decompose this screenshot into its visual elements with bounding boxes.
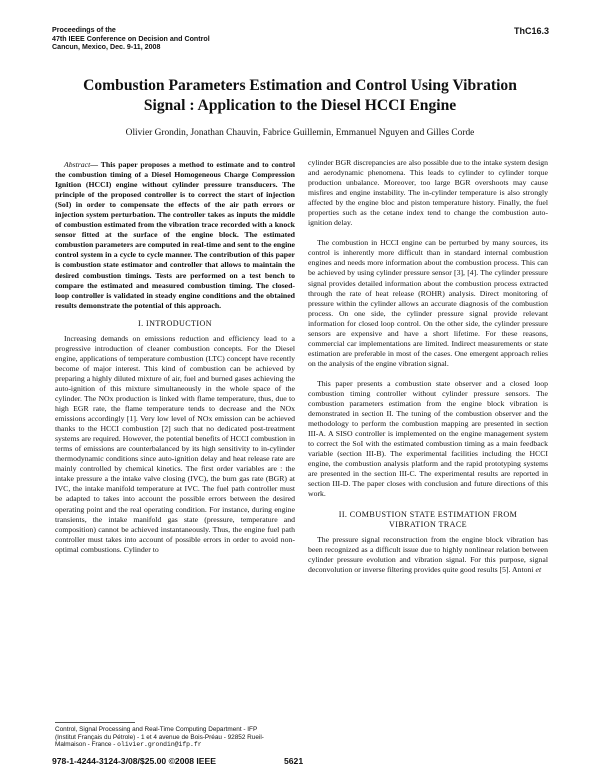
- section-heading-estimation: [308, 510, 548, 530]
- estimation-paragraph-1-tail: et: [535, 564, 542, 574]
- footnote-line-2: (Institut Français du Pétrole) - 1 et 4 avenue de Bois-Préau - 92852 Rueil-: [55, 733, 264, 741]
- abstract-label: Abstract: [64, 160, 91, 169]
- author-list: Olivier Grondin, Jonathan Chauvin, Fabrice Guillemin, Emmanuel Nguyen and Gilles Corde: [125, 128, 475, 138]
- page-number: 5621: [284, 756, 304, 766]
- proceedings-line-1: Proceedings of the: [52, 26, 116, 34]
- intro-paragraph-1-continued: cylinder BGR discrepancies are also possible due to the intake system design and aerodynamic phenomena. This leads to cylinder to cylinder torque production unbalance. Moreover, too large BGR overshoots may cause misfires and engine instability. The in-cylinder temperature is also strongly affected by the engine bloc and piston temperature history. Finally, the fuel properties such as the cetane index tend to change the combustion auto-ignition delay.: [308, 158, 548, 228]
- intro-paragraph-2: The combustion in HCCI engine can be perturbed by many sources, its control is inherently more difficult than in standard internal combustion engines and needs more information about the combustion process. This can be achieved by using cylinder pressure sensor [3], [4]. The cylinder pressure signal provides detailed information about the combustion process extracted through the rate of heat release (ROHR) analysis. Direct monitoring of pressure within the cylinder allows an accurate diagnosis of the combustion process. On one side, the cylinder pressure signal provide relevant information for closed loop control. On the other side, the cylinder pressure sensors are expensive and have a short lifetime. For these reasons, commercial car implementations are limited. Indirect measurements or state estimation are preferable in most of the cases. One emergent approach relies on the analysis of the engine vibration signal.: [308, 238, 548, 368]
- footnote-divider: [55, 722, 135, 723]
- footnote-line-3-prefix: Malmaison - France -: [55, 741, 118, 749]
- title-line-2: Signal : Application to the Diesel HCCI Engine: [143, 97, 457, 114]
- proceedings-header: [52, 26, 372, 52]
- author-email-link[interactable]: olivier.grondin@ifp.fr: [117, 741, 202, 749]
- proceedings-line-2: 47th IEEE Conference on Decision and Control: [52, 34, 210, 43]
- affiliation-footnote: [55, 726, 295, 749]
- right-column: [308, 158, 548, 585]
- left-column: [55, 158, 295, 565]
- section-heading-introduction: I. INTRODUCTION: [138, 318, 212, 328]
- session-code: ThC16.3: [513, 26, 549, 36]
- estimation-paragraph-1-text: The pressure signal reconstruction from the engine block vibration has been recognized as a difficult issue due to highly nonlinear relation between cylinder pressure evolution and vibration signal. For this purpose, signal deconvolution or inverse filtering provides quite good results [5]. Antoni: [308, 534, 548, 574]
- paper-title: [52, 76, 548, 116]
- section-heading-estimation-line-2: VIBRATION TRACE: [388, 519, 468, 529]
- estimation-paragraph-1: [308, 535, 548, 575]
- intro-paragraph-3: This paper presents a combustion state observer and a closed loop combustion timing controller without cylinder pressure sensors. The combustion parameters estimation from the engine block vibration is demonstrated in section II. The tuning of the combustion observer and the methodology to perform the combustion mapping are presented in section III-A. A SISO controller is implemented on the engine management system to correct the SoI with the estimated combustion timing as a main feedback variable (section III-B). The experimental facilities including the HCCI engine, the combustion analysis platform and the rapid prototyping systems are presented in the section III-C. The experimental results are reported in section III-D. The paper closes with conclusion and future directions of this work.: [308, 378, 548, 499]
- section-heading-estimation-line-1: II. COMBUSTION STATE ESTIMATION FROM: [338, 509, 518, 519]
- title-line-1: Combustion Parameters Estimation and Control Using Vibration: [83, 77, 517, 94]
- intro-paragraph-1: Increasing demands on emissions reduction and efficiency lead to a progressive introduction of cleaner combustion concepts. For the Diesel engine, applications of temperature combustion (LTC) concept have recently become of major interest. This kind of combustion can be achieved by preparing a highly diluted mixture of air, fuel and burned gases achieving the auto-ignition of this mixture simultaneously in the whole space of the cylinder. The NOx production is linked with flame temperature, thus, due to high EGR rate, the flame temperature tends to decrease and the NOx emissions accordingly [1]. Very low level of NOx emission can be achieved thanks to the HCCI combustion [2] such that no dedicated post-treatment systems are required. However, the potential benefits of HCCI combustion in terms of emissions are counterbalanced by its high sensitivity to in-cylinder thermodynamic conditions since auto-ignition delay and heat release rate are mainly controlled by chemical kinetics. The first order variables are : the intake pressure a the intake valve closing (IVC), the burn gas rate (BGR) at IVC, the intake manifold temperature at IVC. The fuel path controller must be adapted to takes into account the possible errors between the desired operating point and the real operating condition. For instance, during engine transients, the intake manifold gas state (pressure, temperature and composition) cannot be achieved instantaneously. Thus, the engine fuel path controller must takes into account of possible errors in order to avoid non-optimal combustions. Cylinder to: [55, 333, 295, 554]
- abstract: [55, 160, 295, 311]
- footnote-line-3: [55, 741, 295, 749]
- abstract-text: — This paper proposes a method to estimate and to control the combustion timing of a Diesel Homogeneous Charge Compression Ignition (HCCI) engine without cylinder pressure transducers. The principle of the proposed controller is to correct the start of injection (SoI) in order to compensate the effects of the air path errors or injection system perturbation. The controller takes as inputs the middle of combustion estimated from the vibration trace recorded with a knock sensor fitted at the surface of the engine block. The estimated combustion parameters are computed in real-time and sent to the engine control system in a cycle to cycle manner. The contribution of this paper is combustion state estimator and controller that allows to maintain the desired combustion timings. Tests are performed on a test bench to compare the estimated and measured combustion timing. The closed-loop controller is validated in steady engine conditions and the obtained results demonstrate the potential of this approach.: [55, 160, 295, 310]
- proceedings-line-3: Cancun, Mexico, Dec. 9-11, 2008: [52, 43, 161, 51]
- footnote-line-1: Control, Signal Processing and Real-Time Computing Department - IFP: [55, 726, 258, 733]
- isbn-copyright: 978-1-4244-3124-3/08/$25.00 ©2008 IEEE: [52, 756, 217, 766]
